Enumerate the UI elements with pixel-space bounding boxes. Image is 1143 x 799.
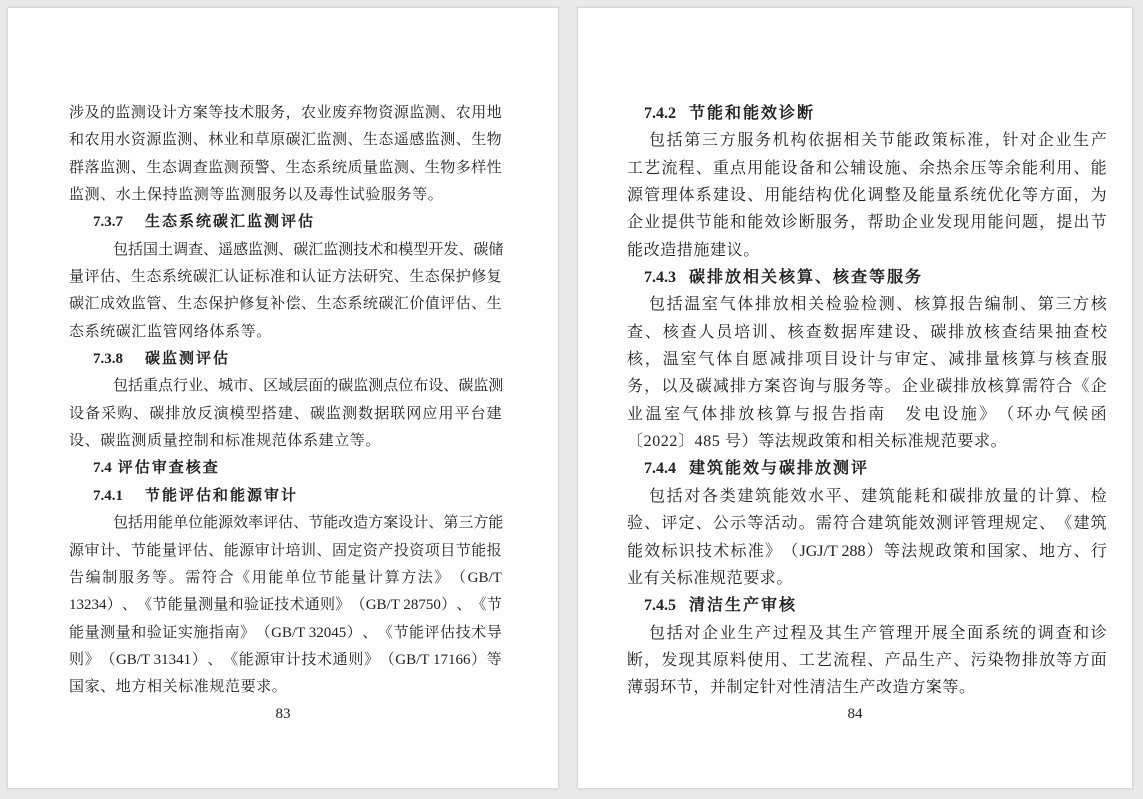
text-line: 能 量 测 量 和 验 证 实 施 指 南 》 （ GB/T 32045 ） 、 《 节 能 评 估 技 术 导	[69, 624, 502, 641]
text-line: 能 效 标 识 技 术 标 准 》 （ JGJ/T 288 ） 等 法 规 政 策 和 国 家 、 地 方 、 行	[627, 542, 1107, 560]
heading-number: 7.4.3	[644, 269, 676, 287]
heading-title: 节能和能效诊断	[689, 105, 816, 122]
heading-number: 7.4.5	[644, 597, 676, 615]
heading-number: 7.3.8	[93, 351, 123, 368]
text-line: 告 编 制 服 务 等 。 需 符 合 《 用 能 单 位 节 能 量 计 算 方 法 》 （ GB/T	[69, 569, 502, 586]
text-line: 和 农 用 水 资 源 监 测 、 林 业 和 草 原 碳 汇 监 测 、 生 态 遥 感 监 测 、 生 物	[69, 132, 502, 149]
text-line: 薄弱环节，并制定针对性清洁生产改造方案等。	[627, 679, 976, 697]
heading-number: 7.4.4	[644, 460, 676, 478]
text-line: 〔2022〕485 号）等法规政策和相关标准规范要求。	[627, 433, 1008, 451]
text-line: 企 业 提 供 节 能 和 能 效 诊 断 服 务 ， 帮 助 企 业 发 现 用 能 问 题 ， 提 出 节	[627, 214, 1107, 232]
text-line: 包 括 重 点 行 业 、 城 市 、 区 域 层 面 的 碳 监 测 点 位 布 设 、 碳 监 测	[113, 378, 504, 395]
text-line: 源 审 计 、 节 能 量 评 估 、 能 源 审 计 培 训 、 固 定 资 产 投 资 项 目 节 能 报	[69, 542, 502, 559]
text-line: 业 温 室 气 体 排 放 核 算 与 报 告 指 南 发 电 设 施 》 （ 环 办 气 候 函	[627, 405, 1107, 423]
section-heading	[69, 455, 502, 482]
page-left-content	[69, 100, 502, 702]
heading-number: 7.4.2	[644, 105, 676, 122]
text-line: 态系统碳汇监管网络体系等。	[69, 323, 272, 340]
page-right	[577, 7, 1133, 789]
text-line: 工 艺 流 程 、 重 点 用 能 设 备 和 公 辅 设 施 、 余 热 余 压 等 余 能 利 用 、 能	[627, 159, 1107, 177]
heading-title: 清洁生产审核	[689, 597, 798, 615]
text-line: 则 》 （ GB/T 31341 ） 、 《 能 源 审 计 技 术 通 则 》 （ GB/T 17166 ） 等	[69, 651, 502, 668]
text-line: 包 括 温 室 气 体 排 放 相 关 检 验 检 测 、 核 算 报 告 编 制 、 第 三 方 核	[649, 296, 1107, 314]
text-line: 碳 汇 成 效 监 管 、 生 态 保 护 修 复 补 偿 、 生 态 系 统 碳 汇 价 值 评 估 、 生	[69, 296, 502, 313]
text-line: 包 括 对 企 业 生 产 过 程 及 其 生 产 管 理 开 展 全 面 系 统 的 调 查 和 诊	[649, 624, 1107, 642]
section-heading	[627, 592, 1107, 619]
page-left	[7, 7, 559, 789]
text-line: 包 括 用 能 单 位 能 源 效 率 评 估 、 节 能 改 造 方 案 设 计 、 第 三 方 能	[113, 515, 504, 532]
section-heading	[69, 483, 502, 510]
text-line: 包 括 国 土 调 查 、 遥 感 监 测 、 碳 汇 监 测 技 术 和 模 型 开 发 、 碳 储	[113, 241, 504, 258]
text-line: 包 括 对 各 类 建 筑 能 效 水 平 、 建 筑 能 耗 和 碳 排 放 量 的 计 算 、 检	[649, 487, 1107, 505]
text-line: 群 落 监 测 、 生 态 调 查 监 测 预 警 、 生 态 系 统 质 量 监 测 、 生 物 多 样 性	[69, 159, 502, 176]
section-heading	[627, 455, 1107, 482]
text-line: 包 括 第 三 方 服 务 机 构 依 据 相 关 节 能 政 策 标 准 ， 针 对 企 业 生 产	[649, 132, 1107, 150]
text-line: 能改造措施建议。	[627, 241, 760, 259]
section-heading	[627, 264, 1107, 291]
text-line: 务 ， 以 及 碳 减 排 方 案 咨 询 与 服 务 等 。 企 业 碳 排 放 核 算 需 符 合 《 企	[627, 378, 1107, 396]
text-line: 查 、 核 查 人 员 培 训 、 核 查 数 据 库 建 设 、 碳 排 放 核 查 结 果 抽 查 校	[627, 323, 1107, 341]
section-heading	[69, 209, 502, 236]
text-line: 13234 ） 、 《 节 能 量 测 量 和 验 证 技 术 通 则 》 （ GB/T 28750 ） 、 《 节	[69, 597, 502, 614]
heading-title: 建筑能效与碳排放测评	[689, 460, 870, 478]
text-line: 业有关标准规范要求。	[627, 569, 794, 587]
text-line: 源 管 理 体 系 建 设 、 用 能 结 构 优 化 调 整 及 能 量 系 统 优 化 等 方 面 ， 为	[627, 187, 1107, 205]
heading-title: 节能评估和能源审计	[145, 487, 299, 504]
page-right-content	[627, 100, 1107, 702]
text-line: 涉 及 的 监 测 设 计 方 案 等 技 术 服 务 ， 农 业 废 弃 物 资 源 监 测 、 农 用 地	[69, 105, 502, 121]
text-line: 设 备 采 购 、 碳 排 放 反 演 模 型 搭 建 、 碳 监 测 数 据 联 网 应 用 平 台 建	[69, 405, 502, 422]
text-line: 监测、水土保持监测等监测服务以及毒性试验服务等。	[69, 187, 444, 204]
text-line: 量 评 估 、 生 态 系 统 碳 汇 认 证 标 准 和 认 证 方 法 研 究 、 生 态 保 护 修 复	[69, 269, 502, 286]
text-line: 核 ， 温 室 气 体 自 愿 减 排 项 目 设 计 与 审 定 、 减 排 量 核 算 与 核 查 服	[627, 351, 1107, 369]
section-heading	[627, 100, 1107, 127]
heading-title: 评估审查核查	[117, 460, 220, 477]
heading-title: 碳排放相关核算、核查等服务	[689, 269, 924, 287]
page-number-right: 84	[847, 706, 863, 722]
section-heading	[69, 346, 502, 373]
heading-number: 7.4	[93, 460, 112, 477]
text-line: 断 ， 发 现 其 原 料 使 用 、 工 艺 流 程 、 产 品 生 产 、 污 染 物 排 放 等 方 面	[627, 651, 1107, 669]
heading-title: 碳监测评估	[145, 351, 231, 368]
page-number-left: 83	[275, 706, 291, 722]
text-line: 设、碳监测质量控制和标准规范体系建立等。	[69, 433, 382, 450]
heading-number: 7.4.1	[93, 487, 123, 504]
text-line: 国家、地方相关标准规范要求。	[69, 679, 288, 696]
text-line: 验 、 评 定 、 公 示 等 活 动 。 需 符 合 建 筑 能 效 测 评 管 理 规 定 、 《 建 筑	[627, 515, 1107, 533]
heading-title: 生态系统碳汇监测评估	[145, 214, 316, 231]
heading-number: 7.3.7	[93, 214, 123, 231]
